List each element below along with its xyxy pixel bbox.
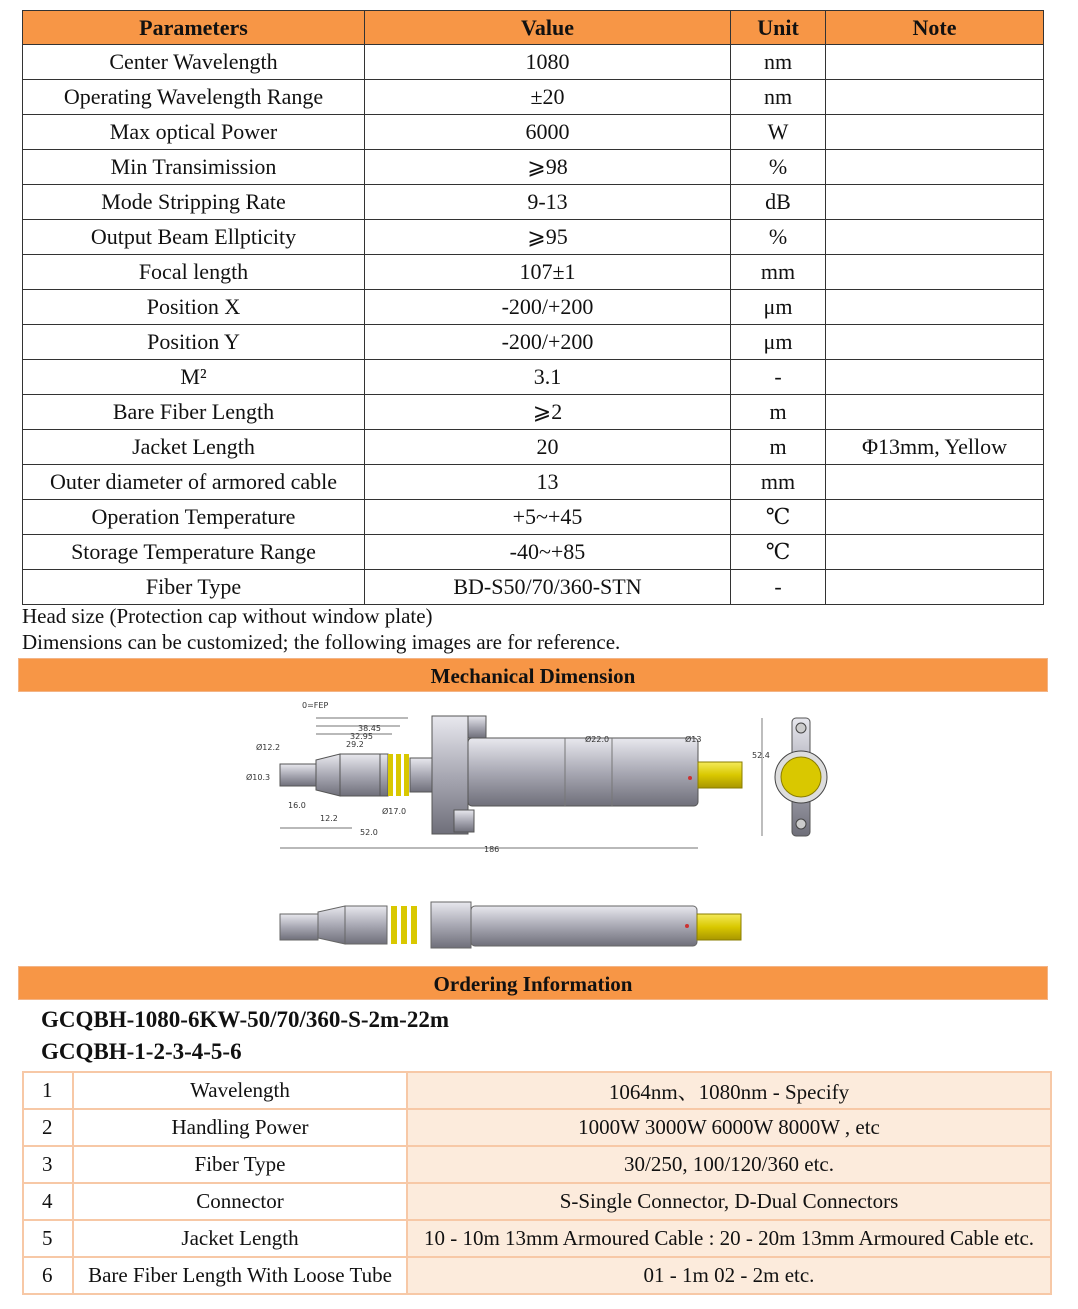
table-row: [23, 1220, 1051, 1257]
note-cell: [826, 465, 1044, 500]
param-cell: Max optical Power: [23, 115, 365, 150]
table-row: [23, 1072, 1051, 1109]
table-row: [23, 220, 1044, 255]
render-grip: [345, 906, 387, 944]
unit-cell: nm: [731, 45, 826, 80]
table-row: [23, 570, 1044, 605]
unit-cell: μm: [731, 290, 826, 325]
water-fitting-top: [468, 716, 486, 738]
product-render: [275, 898, 745, 950]
table-row: [23, 150, 1044, 185]
spec-table: [22, 10, 1044, 605]
note-cell: [826, 115, 1044, 150]
note-cell: [826, 80, 1044, 115]
param-cell: Operation Temperature: [23, 500, 365, 535]
dim-label-3845: 38.45: [358, 724, 381, 733]
unit-cell: W: [731, 115, 826, 150]
value-cell: BD-S50/70/360-STN: [365, 570, 731, 605]
note-cell: Φ13mm, Yellow: [826, 430, 1044, 465]
unit-cell: %: [731, 220, 826, 255]
end-view-screw-top: [796, 723, 806, 733]
unit-cell: μm: [731, 325, 826, 360]
order-index: 3: [23, 1146, 73, 1183]
table-row: [23, 1183, 1051, 1220]
unit-cell: -: [731, 360, 826, 395]
param-cell: M²: [23, 360, 365, 395]
unit-cell: nm: [731, 80, 826, 115]
yellow-band-3: [404, 754, 409, 796]
order-item: Bare Fiber Length With Loose Tube: [73, 1257, 407, 1294]
unit-cell: m: [731, 430, 826, 465]
param-cell: Focal length: [23, 255, 365, 290]
dim-label-fep: 0=FEP: [302, 701, 329, 710]
table-row: [23, 1109, 1051, 1146]
order-options: 1000W 3000W 6000W 8000W , etc: [407, 1109, 1051, 1146]
note-cell: [826, 255, 1044, 290]
dim-label-186: 186: [484, 845, 500, 854]
value-cell: ⩾98: [365, 150, 731, 185]
value-cell: -200/+200: [365, 325, 731, 360]
order-index: 1: [23, 1072, 73, 1109]
order-index: 6: [23, 1257, 73, 1294]
armored-cable: [698, 762, 742, 788]
order-options: 1064nm、1080nm - Specify: [407, 1072, 1051, 1109]
neck-section: [410, 758, 432, 792]
table-row: [23, 465, 1044, 500]
order-options: S-Single Connector, D-Dual Connectors: [407, 1183, 1051, 1220]
order-code-pattern: GCQBH-1-2-3-4-5-6: [41, 1039, 242, 1064]
param-cell: Operating Wavelength Range: [23, 80, 365, 115]
dim-label-52: 52.0: [360, 828, 378, 837]
dim-label-122: Ø12.2: [256, 743, 281, 752]
param-cell: Center Wavelength: [23, 45, 365, 80]
table-row: [23, 535, 1044, 570]
ordering-information-title: Ordering Information: [18, 966, 1048, 1000]
unit-cell: ℃: [731, 500, 826, 535]
value-cell: -40~+85: [365, 535, 731, 570]
header-parameters: Parameters: [23, 11, 365, 45]
mechanical-dimension-title: Mechanical Dimension: [18, 658, 1048, 692]
value-cell: ⩾95: [365, 220, 731, 255]
table-row: [23, 185, 1044, 220]
note-cell: [826, 325, 1044, 360]
note-cell: [826, 500, 1044, 535]
value-cell: 3.1: [365, 360, 731, 395]
render-cable: [697, 914, 741, 940]
value-cell: 6000: [365, 115, 731, 150]
end-view-cable: [781, 757, 821, 797]
param-cell: Bare Fiber Length: [23, 395, 365, 430]
unit-cell: %: [731, 150, 826, 185]
cone-section: [316, 754, 340, 796]
order-item: Handling Power: [73, 1109, 407, 1146]
header-unit: Unit: [731, 11, 826, 45]
table-row: [23, 290, 1044, 325]
render-band-2: [401, 906, 407, 944]
dim-label-292: 29.2: [346, 740, 364, 749]
table-row: [23, 80, 1044, 115]
main-barrel: [468, 738, 698, 806]
note-cell: [826, 45, 1044, 80]
order-item: Fiber Type: [73, 1146, 407, 1183]
ordering-table: [22, 1071, 1052, 1295]
indicator-dot: [688, 776, 692, 780]
note-cell: [826, 220, 1044, 255]
note-cell: [826, 185, 1044, 220]
param-cell: Fiber Type: [23, 570, 365, 605]
head-size-note: Head size (Protection cap without window plate): [22, 604, 433, 628]
value-cell: 20: [365, 430, 731, 465]
yellow-band-1: [388, 754, 393, 796]
table-row: [23, 1257, 1051, 1294]
dim-label-17: Ø17.0: [382, 807, 407, 816]
table-row: [23, 115, 1044, 150]
render-tip: [280, 914, 318, 940]
order-options: 30/250, 100/120/360 etc.: [407, 1146, 1051, 1183]
value-cell: +5~+45: [365, 500, 731, 535]
table-row: [23, 255, 1044, 290]
value-cell: -200/+200: [365, 290, 731, 325]
dim-label-22: Ø22.0: [585, 735, 610, 744]
dim-label-13: Ø13: [685, 735, 702, 744]
render-barrel: [471, 906, 697, 946]
value-cell: 107±1: [365, 255, 731, 290]
note-cell: [826, 150, 1044, 185]
note-cell: [826, 395, 1044, 430]
note-cell: [826, 360, 1044, 395]
value-cell: 1080: [365, 45, 731, 80]
unit-cell: ℃: [731, 535, 826, 570]
dim-label-3295: 32.95: [350, 732, 373, 741]
table-row: [23, 360, 1044, 395]
customizable-note: Dimensions can be customized; the following images are for reference.: [22, 630, 621, 654]
param-cell: Position X: [23, 290, 365, 325]
table-row: [23, 325, 1044, 360]
order-options: 10 - 10m 13mm Armoured Cable : 20 - 20m 13mm Armoured Cable etc.: [407, 1220, 1051, 1257]
note-cell: [826, 570, 1044, 605]
order-item: Wavelength: [73, 1072, 407, 1109]
value-cell: 9-13: [365, 185, 731, 220]
param-cell: Storage Temperature Range: [23, 535, 365, 570]
param-cell: Min Transimission: [23, 150, 365, 185]
water-fitting-bottom: [454, 810, 474, 832]
header-note: Note: [826, 11, 1044, 45]
value-cell: ±20: [365, 80, 731, 115]
render-band-3: [411, 906, 417, 944]
note-cell: [826, 290, 1044, 325]
param-cell: Mode Stripping Rate: [23, 185, 365, 220]
ring-section: [380, 754, 388, 796]
order-index: 2: [23, 1109, 73, 1146]
grip-section: [340, 754, 380, 796]
header-value: Value: [365, 11, 731, 45]
order-index: 4: [23, 1183, 73, 1220]
render-dot: [685, 924, 689, 928]
end-view-screw-bottom: [796, 819, 806, 829]
value-cell: 13: [365, 465, 731, 500]
unit-cell: -: [731, 570, 826, 605]
order-options: 01 - 1m 02 - 2m etc.: [407, 1257, 1051, 1294]
tip-section: [280, 764, 316, 786]
example-order-code: GCQBH-1080-6KW-50/70/360-S-2m-22m: [41, 1007, 450, 1032]
param-cell: Outer diameter of armored cable: [23, 465, 365, 500]
table-row: [23, 430, 1044, 465]
dim-label-16: 16.0: [288, 801, 306, 810]
spec-header-row: [23, 11, 1044, 45]
note-cell: [826, 535, 1044, 570]
order-index: 5: [23, 1220, 73, 1257]
unit-cell: dB: [731, 185, 826, 220]
value-cell: ⩾2: [365, 395, 731, 430]
table-row: [23, 45, 1044, 80]
table-row: [23, 500, 1044, 535]
param-cell: Output Beam Ellpticity: [23, 220, 365, 255]
param-cell: Position Y: [23, 325, 365, 360]
order-item: Connector: [73, 1183, 407, 1220]
yellow-band-2: [396, 754, 401, 796]
render-band-1: [391, 906, 397, 944]
unit-cell: mm: [731, 465, 826, 500]
render-flange: [431, 902, 471, 948]
mechanical-drawing: [240, 698, 840, 858]
dim-label-524: 52.4: [752, 751, 770, 760]
render-cone: [318, 906, 345, 944]
dim-label-122b: 12.2: [320, 814, 338, 823]
table-row: [23, 1146, 1051, 1183]
unit-cell: m: [731, 395, 826, 430]
param-cell: Jacket Length: [23, 430, 365, 465]
order-item: Jacket Length: [73, 1220, 407, 1257]
table-row: [23, 395, 1044, 430]
unit-cell: mm: [731, 255, 826, 290]
dim-label-103: Ø10.3: [246, 773, 271, 782]
